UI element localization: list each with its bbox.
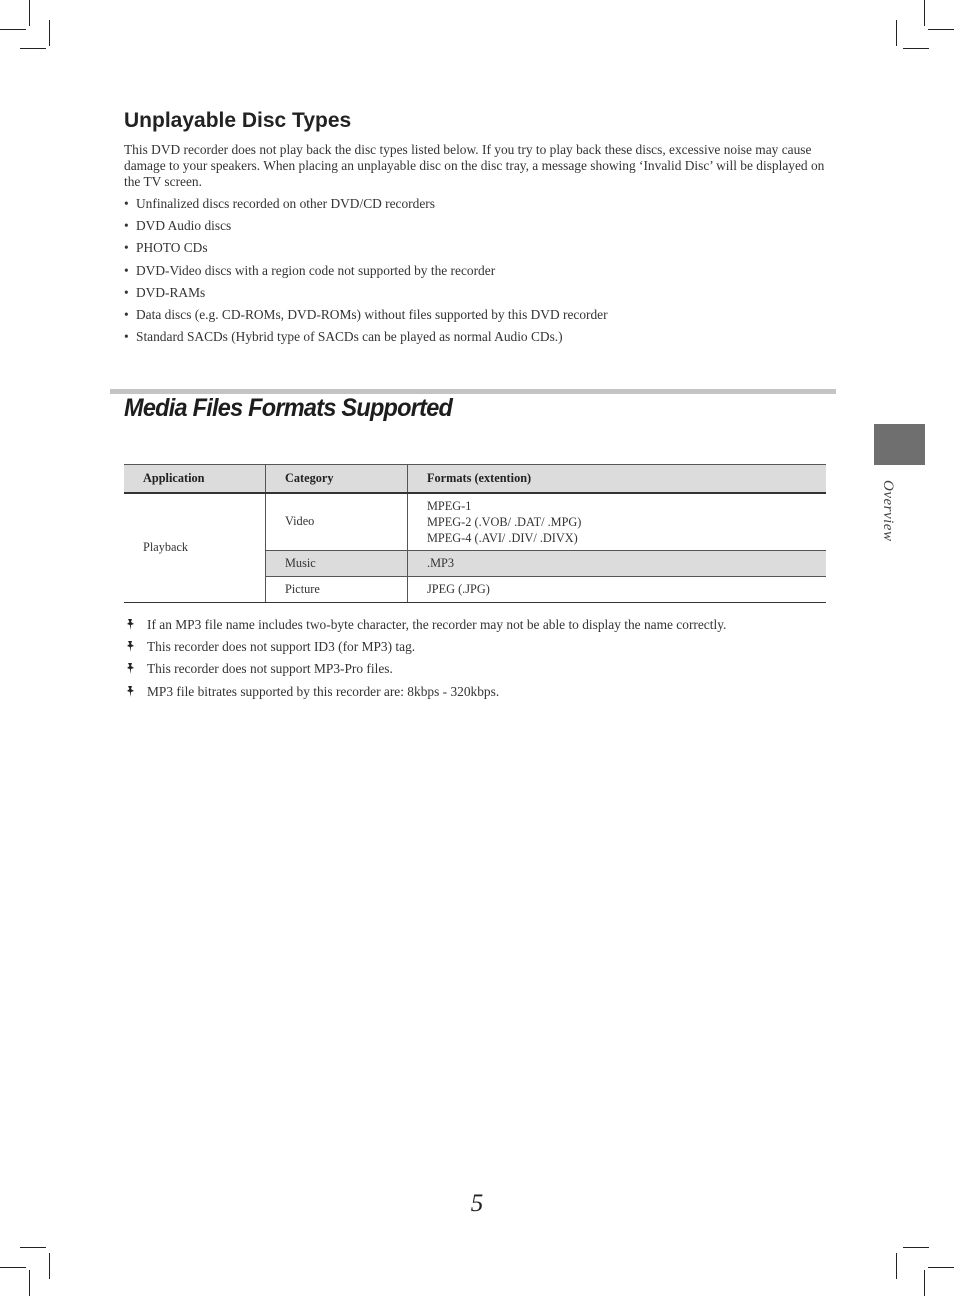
section-title-unplayable: Unplayable Disc Types xyxy=(124,109,352,132)
bullet-icon: • xyxy=(124,284,129,300)
crop-mark xyxy=(0,1267,26,1268)
list-item: • DVD Audio discs xyxy=(124,217,608,239)
crop-mark xyxy=(924,0,925,26)
crop-mark xyxy=(896,1253,897,1279)
category-cell: Picture xyxy=(266,577,408,603)
crop-mark xyxy=(903,1247,929,1248)
notes-list xyxy=(126,616,726,705)
bullet-icon: • xyxy=(124,240,129,256)
pushpin-icon xyxy=(126,683,147,698)
crop-mark xyxy=(49,1253,50,1279)
application-cell: Playback xyxy=(124,493,266,603)
page-number: 5 xyxy=(470,1190,484,1217)
bullet-icon: • xyxy=(124,218,129,234)
pushpin-icon xyxy=(126,660,147,675)
bullet-icon: • xyxy=(124,329,129,345)
table-row xyxy=(124,493,826,551)
note-item: This recorder does not support ID3 (for MP3) tag. xyxy=(126,638,726,660)
category-cell: Video xyxy=(266,493,408,551)
crop-mark xyxy=(49,20,50,46)
chapter-tab xyxy=(874,424,925,465)
pushpin-icon xyxy=(126,616,147,631)
category-cell: Music xyxy=(266,551,408,577)
unplayable-disc-list xyxy=(124,195,608,350)
crop-mark xyxy=(928,1267,954,1268)
bullet-icon: • xyxy=(124,306,129,322)
formats-table xyxy=(124,464,826,603)
crop-mark xyxy=(896,20,897,46)
crop-mark xyxy=(903,48,929,49)
list-item: • Data discs (e.g. CD-ROMs, DVD-ROMs) without files supported by this DVD recorder xyxy=(124,306,608,328)
column-header: Application xyxy=(143,470,205,485)
column-header: Formats (extention) xyxy=(408,465,827,493)
table-header-row xyxy=(124,465,826,493)
crop-mark xyxy=(20,1247,46,1248)
list-item: • DVD-RAMs xyxy=(124,284,608,306)
formats-cell: MPEG-1 MPEG-2 (.VOB/ .DAT/ .MPG) MPEG-4 (.AVI/ .DIV/ .DIVX) xyxy=(408,493,827,551)
note-item: If an MP3 file name includes two-byte character, the recorder may not be able to display the name correctly. xyxy=(126,616,726,638)
crop-mark xyxy=(928,29,954,30)
section-title-media-formats: Media Files Formats Supported xyxy=(124,394,453,422)
pushpin-icon xyxy=(126,638,147,653)
crop-mark xyxy=(29,1270,30,1296)
formats-cell: .MP3 xyxy=(408,551,827,577)
note-item: MP3 file bitrates supported by this recorder are: 8kbps - 320kbps. xyxy=(126,683,726,705)
list-item: • Unfinalized discs recorded on other DVD/CD recorders xyxy=(124,195,608,217)
column-header: Category xyxy=(266,465,408,493)
crop-mark xyxy=(29,0,30,26)
list-item: • DVD-Video discs with a region code not supported by the recorder xyxy=(124,262,608,284)
list-item: • PHOTO CDs xyxy=(124,239,608,261)
note-item: This recorder does not support MP3-Pro files. xyxy=(126,660,726,682)
crop-mark xyxy=(924,1270,925,1296)
formats-cell: JPEG (.JPG) xyxy=(408,577,827,603)
crop-mark xyxy=(0,29,26,30)
list-item: • Standard SACDs (Hybrid type of SACDs can be played as normal Audio CDs.) xyxy=(124,328,608,350)
bullet-icon: • xyxy=(124,262,129,278)
crop-mark xyxy=(20,48,46,49)
chapter-tab-label: Overview xyxy=(880,480,896,542)
intro-paragraph: This DVD recorder does not play back the disc types listed below. If you try to play back these discs, excessive noise may cause damage to your speakers. When placing an unplayable disc on the disc tray, a message showing ‘Invalid Disc’ will be displayed on the TV screen. xyxy=(124,142,825,189)
bullet-icon: • xyxy=(124,196,129,211)
